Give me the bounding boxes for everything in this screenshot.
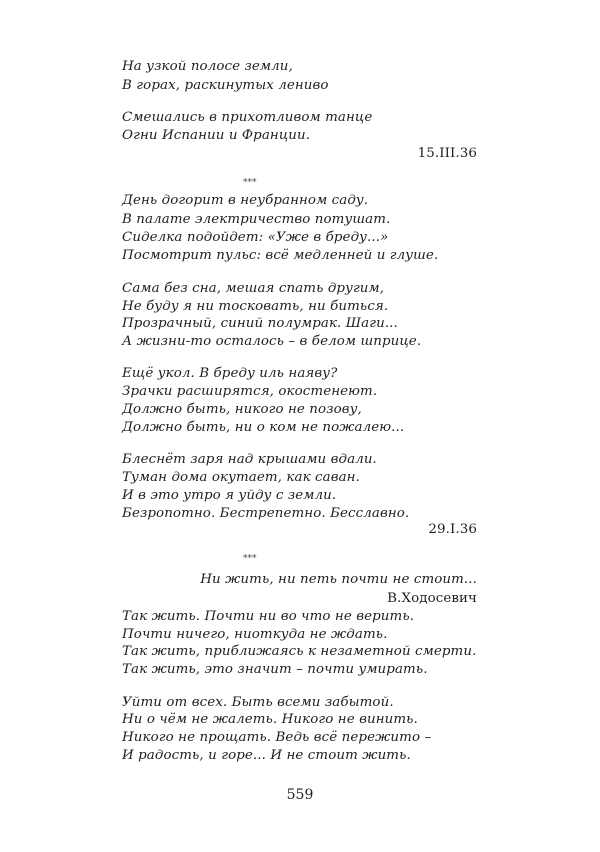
poem-line: Смешались в прихотливом танце [122,110,373,125]
poem-line: А жизни-то осталось – в белом шприце. [122,334,422,349]
poem-line: И в это утро я уйду с земли. [122,488,337,503]
poem-line: Никого не прощать. Ведь всё пережито – [122,730,432,745]
poem-line: И радость, и горе... И не стоит жить. [122,748,411,763]
poem-line: Почти ничего, ниоткуда не ждать. [122,627,388,642]
poem-line: Ещё укол. В бреду иль наяву? [122,366,338,381]
section-separator: *** [243,178,257,188]
poem-line: В горах, раскинутых лениво [122,78,329,93]
poem-line: Посмотрит пульс: всё медленней и глуше. [122,248,439,263]
poem-line: Должно быть, ни о ком не пожалею... [122,420,405,435]
poem-line: На узкой полосе земли, [122,59,293,74]
poem-date: 29.I.36 [428,522,477,537]
epigraph-author: В.Ходосевич [387,591,477,606]
page-number: 559 [286,787,314,803]
section-separator: *** [243,554,257,564]
poem-line: Безропотно. Бестрепетно. Бесславно. [122,506,410,521]
poem-line: В палате электричество потушат. [122,212,391,227]
poem-line: Должно быть, никого не позову, [122,402,362,417]
poem-line: Сама без сна, мешая спать другим, [122,281,385,296]
poem-line: Зрачки расширятся, окостенеют. [122,384,378,399]
poem-line: Так жить, приближаясь к незаметной смерти. [122,644,477,659]
poem-line: Огни Испании и Франции. [122,128,311,143]
poem-line: Не буду я ни тосковать, ни биться. [122,299,389,314]
poem-line: Уйти от всех. Быть всеми забытой. [122,695,394,710]
poem-line: Ни о чём не жалеть. Никого не винить. [122,712,418,727]
poem-line: Так жить. Почти ни во что не верить. [122,609,415,624]
poem-line: Блеснёт заря над крышами вдали. [122,452,377,467]
poem-date: 15.III.36 [417,146,477,161]
poem-line: Туман дома окутает, как саван. [122,470,360,485]
poem-line: Прозрачный, синий полумрак. Шаги... [122,316,398,331]
epigraph: Ни жить, ни петь почти не стоит... [200,572,477,587]
poem-line: Сиделка подойдет: «Уже в бреду...» [122,230,389,245]
poem-line: Так жить, это значит – почти умирать. [122,662,428,677]
poem-line: День догорит в неубранном саду. [122,193,369,208]
